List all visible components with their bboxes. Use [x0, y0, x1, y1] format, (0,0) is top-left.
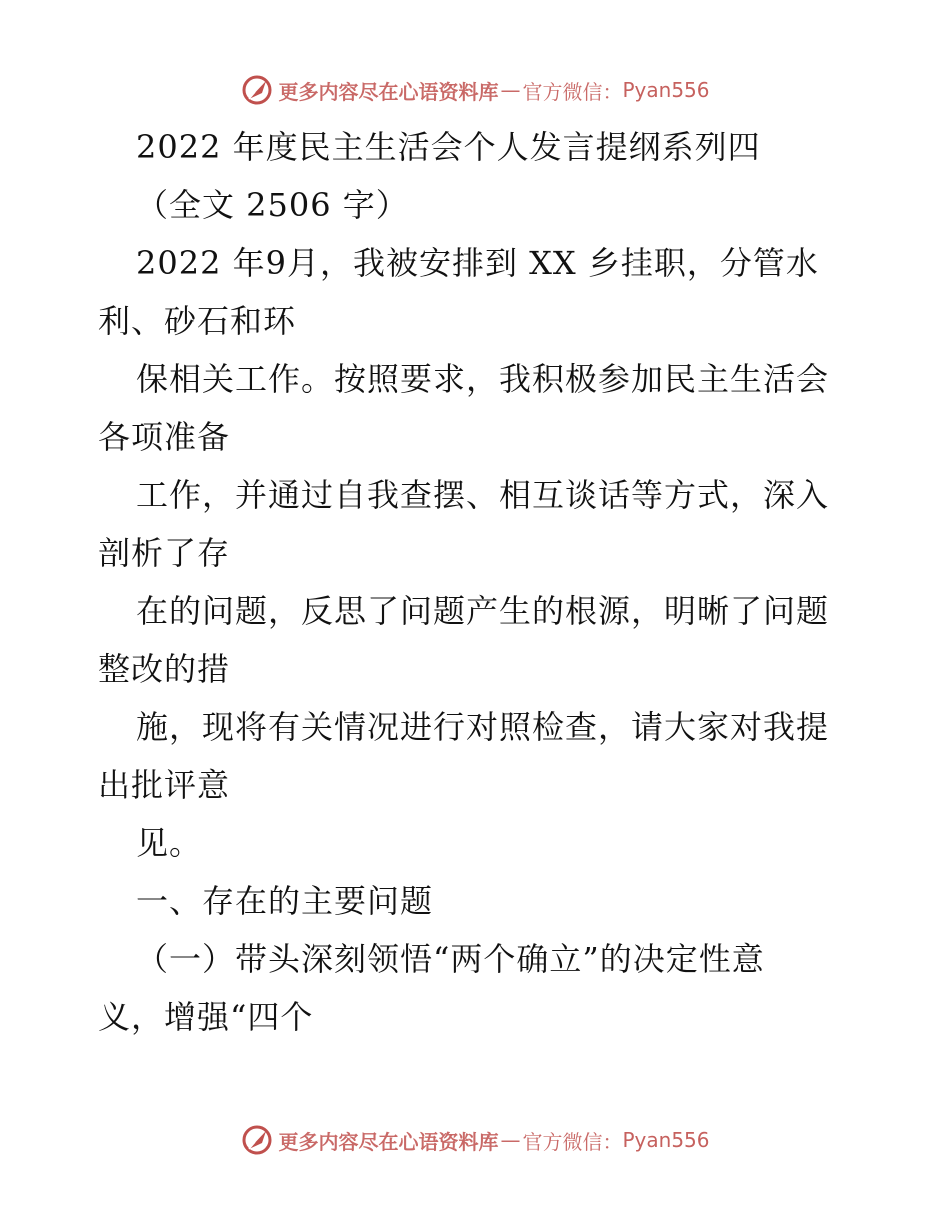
watermark-main-text: 更多内容尽在心语资料库: [278, 79, 499, 104]
text-line: 保相关工作。按照要求，我积极参加民主生活会: [136, 360, 830, 398]
text-line: （全文 2506 字）: [136, 186, 409, 224]
text-line: 在的问题，反思了问题产生的根源，明晰了问题: [136, 592, 830, 630]
text-line: （一）带头深刻领悟“两个确立”的决定性意: [136, 940, 765, 978]
text-line: 整改的措: [98, 650, 231, 688]
text-line: 出批评意: [98, 766, 231, 804]
text-line: 利、砂石和环: [98, 302, 297, 340]
text-line: 2022 年9月，我被安排到 XX 乡挂职，分管水: [136, 244, 819, 282]
watermark-official-label: 官方微信：: [522, 1129, 623, 1154]
quill-logo-icon: [240, 73, 274, 107]
footer-watermark: [0, 1120, 950, 1160]
watermark-official-label: 官方微信：: [522, 79, 623, 104]
text-line: 剖析了存: [98, 534, 231, 572]
watermark-separator: —: [500, 78, 521, 102]
text-line: 工作，并通过自我查摆、相互谈话等方式，深入: [136, 476, 830, 514]
text-line: 见。: [136, 824, 203, 862]
watermark-wechat-id: Pyan556: [622, 1128, 710, 1152]
header-watermark: [0, 70, 950, 110]
watermark-separator: —: [500, 1128, 521, 1152]
text-line: 施，现将有关情况进行对照检查，请大家对我提: [136, 708, 830, 746]
text-line: 义，增强“四个: [98, 998, 314, 1036]
text-line: 一、存在的主要问题: [136, 882, 434, 920]
quill-logo-icon: [240, 1123, 274, 1157]
text-line: 各项准备: [98, 418, 231, 456]
watermark-main-text: 更多内容尽在心语资料库: [278, 1129, 499, 1154]
text-line: 2022 年度民主生活会个人发言提纲系列四: [136, 128, 761, 166]
watermark-wechat-id: Pyan556: [622, 78, 710, 102]
document-body: [98, 118, 858, 1046]
